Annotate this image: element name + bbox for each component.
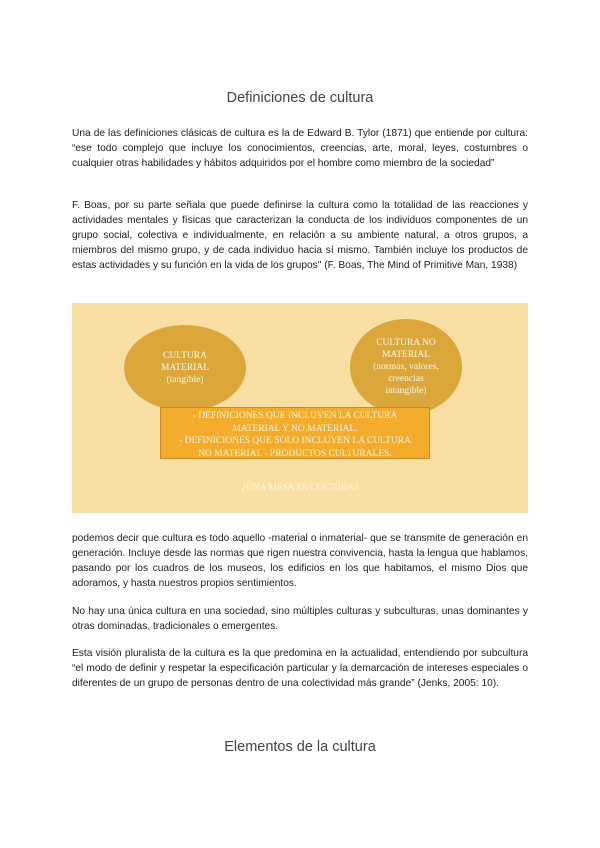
box-line1: - DEFINICIONES QUE INCLUYEN LA CULTURA	[192, 411, 398, 421]
paragraph-podemos-decir: podemos decir que cultura es todo aquello -material o inmaterial- que se transmite de generación en generación. Incluye desde las normas que rigen nuestra convivencia, hasta la lengua que hablamos, pasando por los cuadros de los museos, los edificios en los que habitamos, el mismo Dios que adoramos, y hasta nuestros propios sentimientos.	[72, 533, 528, 589]
culture-diagram	[72, 303, 528, 513]
heading-elementos: Elementos de la cultura	[224, 739, 376, 755]
ellipse-left-line2: MATERIAL	[160, 363, 210, 373]
ellipse-cultura-no-material	[350, 319, 462, 415]
ellipse-right-line3: (normas, valores,	[373, 362, 439, 372]
ellipse-cultura-material	[124, 325, 246, 411]
ellipse-left-line3: (tangible)	[166, 375, 204, 385]
paragraph-no-hay-unica: No hay una única cultura en una sociedad, sino múltiples culturas y subculturas, unas dominantes y otras dominadas, tradicionales o emergentes.	[72, 606, 528, 632]
heading-definiciones: Definiciones de cultura	[226, 90, 374, 106]
ellipse-right-line1: CULTURA NO	[376, 338, 436, 348]
question-mesa-cultura: ¿UNA MESA ES CULTURA?	[241, 483, 359, 493]
ellipse-right-line4: creencias	[388, 374, 424, 384]
paragraph-vision-pluralista: Esta visión pluralista de la cultura es la que predomina en la actualidad, entendiendo por subcultura “el modo de definir y respetar la especificación particular y la demarcación de intereses especiales o diferentes de un grupo de personas dentro de una colectividad más grande” (Jenks, 2005: 10).	[72, 648, 528, 689]
ellipse-left-line1: CULTURA	[163, 351, 207, 361]
box-line2: MATERIAL Y NO MATERIAL.	[232, 423, 358, 434]
box-line3: - DEFINICIONES QUE SOLO INCLUYEN LA CULTURA	[179, 436, 411, 446]
paragraph-boas: F. Boas, por su parte señala que puede definirse la cultura como la totalidad de las reacciones y actividades mentales y físicas que caracterizan la conducta de los individuos componentes de un grupo social, colectiva e individualmente, en relación a su ambiente natural, a otros grupos, a miembros del mismo grupo, y de cada individuo hacia sí mismo. También incluye los productos de estas actividades y su función en la vida de los grupos" (F. Boas, The Mind of Primitive Man, 1938)	[72, 200, 528, 271]
paragraph-tylor: Una de las definiciones clásicas de cultura es la de Edward B. Tylor (1871) que entiende por cultura: “ese todo complejo que incluye los conocimientos, creencias, arte, moral, leyes, costumbres o cualquier otras habilidades y hábitos adquiridos por el hombre como miembro de la sociedad”	[72, 128, 528, 169]
box-line4: NO MATERIAL - PRODUCTOS CULTURALES.	[198, 448, 392, 459]
definitions-box	[160, 407, 430, 459]
ellipse-right-line2: MATERIAL	[381, 350, 431, 360]
ellipse-right-line5: intangible)	[385, 386, 427, 396]
